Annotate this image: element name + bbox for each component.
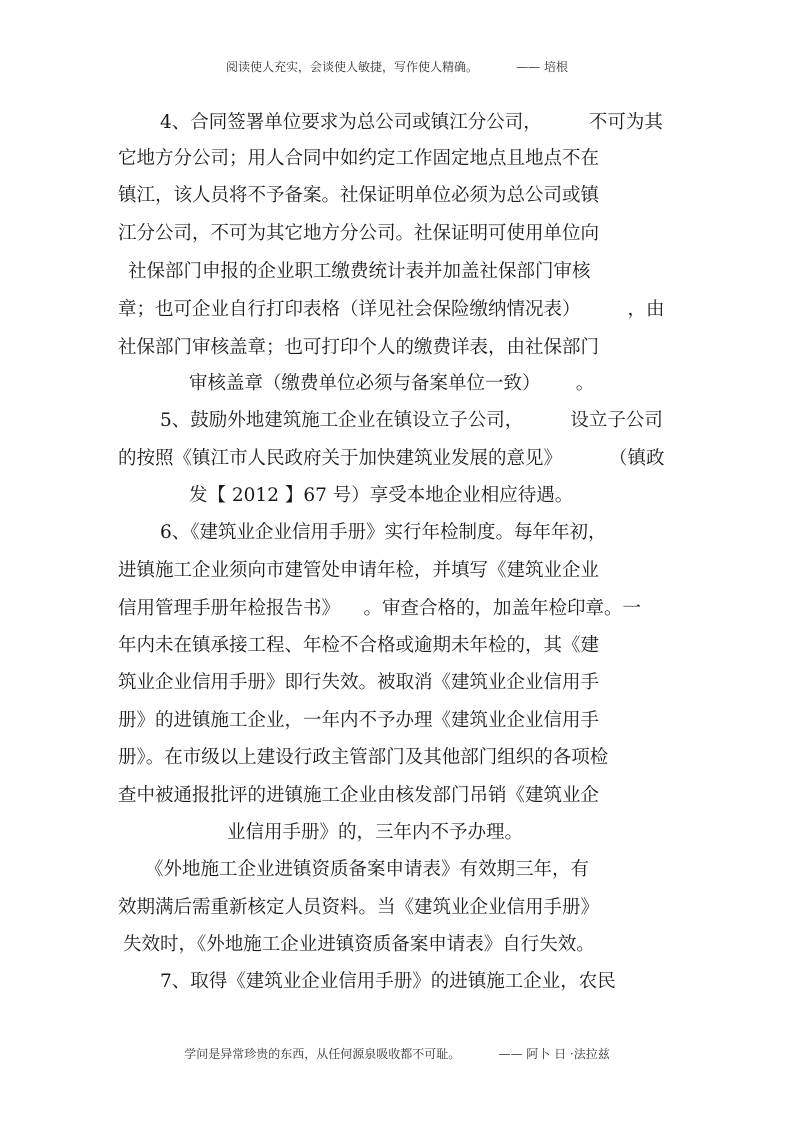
- footer-quote: 学问是异常珍贵的东西，从任何源泉吸收都不可耻。: [184, 1047, 461, 1061]
- body-line: 发【 2012 】67 号）享受本地企业相应待遇。: [189, 485, 574, 506]
- body-line: 5、鼓励外地建筑施工企业在镇设立子公司， 设立子公司: [160, 410, 663, 431]
- body-line: 册》的进镇施工企业，一年内不予办理《建筑业企业信用手: [118, 710, 600, 731]
- body-line: 《外地施工企业进镇资质备案申请表》有效期三年，有: [145, 859, 590, 880]
- page-footer: [0, 1045, 794, 1062]
- body-line: 社保部门审核盖章；也可打印个人的缴费详表，由社保部门: [118, 337, 600, 358]
- body-line: 册》。在市级以上建设行政主管部门及其他部门组织的各项检: [118, 747, 609, 768]
- body-line: 7、取得《建筑业企业信用手册》的进镇施工企业，农民: [160, 971, 616, 992]
- body-line: 业信用手册》的，三年内不予办理。: [227, 822, 524, 843]
- body-line: 审核盖章（缴费单位必须与备案单位一致） 。: [189, 373, 595, 394]
- body-line: 它地方分公司；用人合同中如约定工作固定地点且地点不在: [118, 148, 600, 169]
- body-line: 信用管理手册年检报告书》 。审查合格的，加盖年检印章。一: [118, 598, 642, 619]
- body-line: 的按照《镇江市人民政府关于加快建筑业发展的意见》 （镇政: [118, 448, 665, 469]
- page-header: [0, 58, 794, 75]
- body-line: 江分公司，不可为其它地方分公司。社保证明可使用单位向: [118, 223, 600, 244]
- body-line: 6、《建筑业企业信用手册》实行年检制度。每年年初，: [160, 522, 607, 543]
- header-quote: 阅读使人充实，会谈使人敏捷，写作使人精确。: [226, 60, 479, 74]
- body-line: 失效时，《外地施工企业进镇资质备案申请表》自行失效。: [123, 934, 595, 955]
- body-line: 查中被通报批评的进镇施工企业由核发部门吊销《建筑业企: [118, 785, 600, 806]
- body-line: 年内未在镇承接工程、年检不合格或逾期未年检的，其《建: [118, 635, 600, 656]
- header-author: —— 培根: [516, 60, 568, 74]
- footer-author: —— 阿卜 日 ·法拉兹: [498, 1047, 610, 1061]
- body-line: 4、合同签署单位要求为总公司或镇江分公司， 不可为其: [160, 112, 663, 133]
- body-line: 筑业企业信用手册》即行失效。被取消《建筑业企业信用手: [118, 672, 600, 693]
- body-line: 章；也可企业自行打印表格（详见社会保险缴纳情况表） ，由: [118, 299, 665, 320]
- body-line: 社保部门申报的企业职工缴费统计表并加盖社保部门审核: [128, 261, 591, 282]
- body-line: 镇江，该人员将不予备案。社保证明单位必须为总公司或镇: [118, 185, 600, 206]
- body-line: 进镇施工企业须向市建管处申请年检，并填写《建筑业企业: [118, 560, 600, 581]
- body-line: 效期满后需重新核定人员资料。当《建筑业企业信用手册》: [118, 897, 600, 918]
